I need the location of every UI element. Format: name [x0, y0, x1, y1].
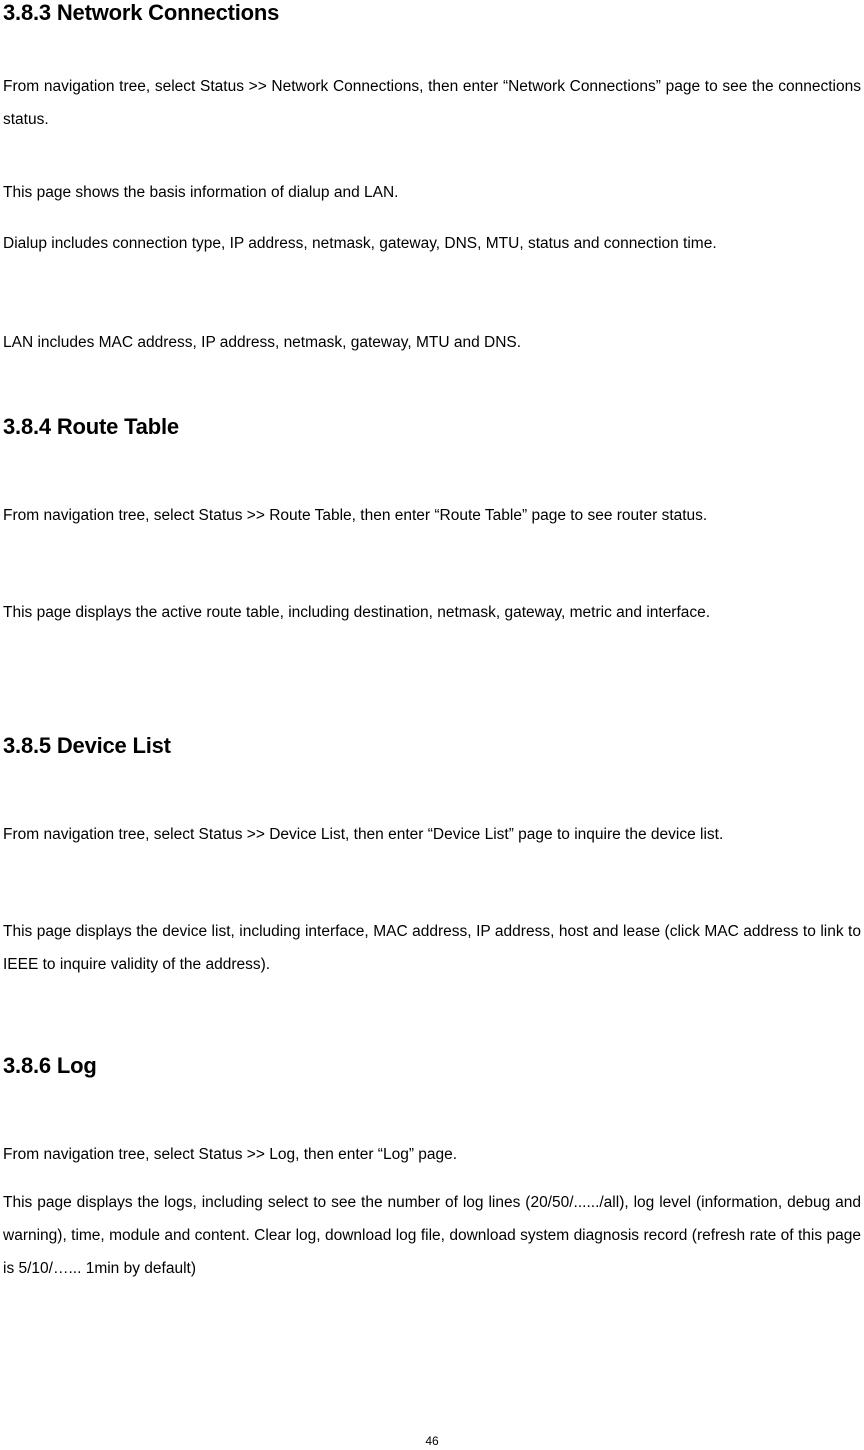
paragraph-log-intro: From navigation tree, select Status >> Log, then enter “Log” page.	[3, 1146, 458, 1163]
paragraph-network-connections-dialup: Dialup includes connection type, IP address, netmask, gateway, DNS, MTU, status and connection time.	[3, 235, 717, 252]
section-heading-log: 3.8.6 Log	[3, 1053, 97, 1078]
paragraph-network-connections-intro: From navigation tree, select Status >> Network Connections, then enter “Network Connections” page to see the connections status.	[3, 78, 861, 128]
page-number: 46	[425, 1434, 439, 1448]
paragraph-route-table-details: This page displays the active route table, including destination, netmask, gateway, metric and interface.	[3, 604, 711, 621]
paragraph-network-connections-lan: LAN includes MAC address, IP address, netmask, gateway, MTU and DNS.	[3, 334, 522, 351]
paragraph-network-connections-info: This page shows the basis information of dialup and LAN.	[3, 184, 399, 201]
section-heading-device-list: 3.8.5 Device List	[3, 733, 171, 758]
paragraph-device-list-details: This page displays the device list, including interface, MAC address, IP address, host and lease (click MAC address to link to IEEE to inquire validity of the address).	[3, 923, 861, 973]
paragraph-device-list-intro: From navigation tree, select Status >> Device List, then enter “Device List” page to inquire the device list.	[3, 826, 724, 843]
paragraph-log-details: This page displays the logs, including select to see the number of log lines (20/50/....../all), log level (information, debug and warning), time, module and content. Clear log, download log file, download system diagnosis record (refresh rate of this page is 5/10/…... 1min by default)	[3, 1194, 861, 1277]
paragraph-route-table-intro: From navigation tree, select Status >> Route Table, then enter “Route Table” page to see router status.	[3, 507, 708, 524]
section-heading-network-connections: 3.8.3 Network Connections	[3, 0, 280, 25]
section-heading-route-table: 3.8.4 Route Table	[3, 414, 179, 439]
